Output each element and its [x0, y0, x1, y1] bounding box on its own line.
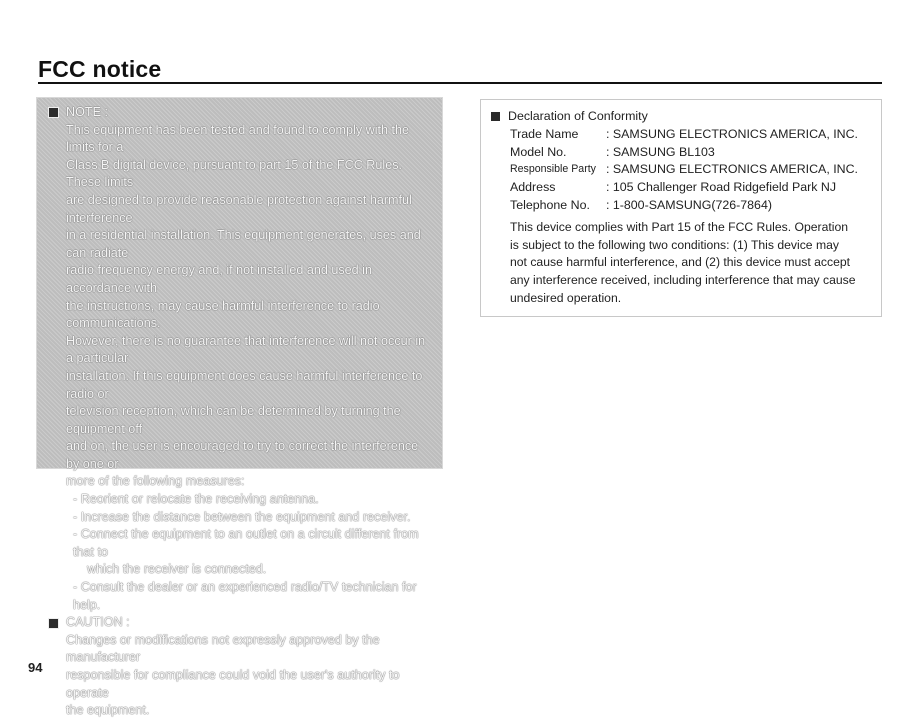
declaration-heading-row [491, 108, 869, 126]
declaration-value: : 105 Challenger Road Ridgefield Park NJ [606, 180, 837, 195]
declaration-row [510, 197, 869, 215]
measure-item: - Connect the equipment to an outlet on a circuit different from that to [73, 527, 419, 559]
statement-line: undesired operation. [510, 290, 622, 305]
declaration-label: Model No. [510, 144, 567, 159]
declaration-value: : SAMSUNG BL103 [606, 144, 715, 159]
square-bullet-icon [49, 108, 58, 117]
declaration-value: : SAMSUNG ELECTRONICS AMERICA, INC. [606, 162, 858, 177]
declaration-label: Trade Name [510, 126, 579, 141]
measure-item-continuation: which the receiver is connected. [87, 562, 267, 577]
declaration-row [510, 161, 869, 179]
note-line: in a residential installation. This equipment generates, uses and can radiate [66, 228, 421, 260]
measure-item: - Reorient or relocate the receiving antenna. [73, 492, 319, 507]
measure-item: - Increase the distance between the equipment and receiver. [73, 509, 411, 524]
note-heading: NOTE : [66, 105, 108, 119]
caution-line: the equipment. [66, 703, 150, 718]
caution-heading: CAUTION : [66, 615, 130, 630]
note-caution-panel [36, 97, 443, 718]
note-heading-row [49, 104, 428, 122]
note-line: However, there is no guarantee that interference will not occur in a particular [66, 333, 426, 366]
caution-heading-row [49, 614, 428, 632]
note-line: installation. If this equipment does cause harmful interference to radio or [66, 368, 423, 401]
caution-line: responsible for compliance could void the user's authority to operate [66, 668, 400, 700]
measures-list [49, 491, 428, 614]
title-rule [38, 82, 882, 84]
statement-line: is subject to the following two conditions: (1) This device may [510, 237, 839, 252]
fcc-statement [510, 219, 869, 308]
caution-line: Changes or modifications not expressly approved by the manufacturer [66, 632, 380, 665]
declaration-row [510, 126, 869, 144]
declaration-label: Telephone No. [510, 197, 590, 212]
declaration-label: Address [510, 180, 556, 195]
note-line: This equipment has been tested and found to comply with the limits for a [66, 122, 410, 155]
square-bullet-icon [491, 112, 500, 121]
note-line: are designed to provide reasonable protection against harmful interference [66, 192, 412, 225]
note-line: radio frequency energy and, if not installed and used in accordance with [66, 263, 372, 295]
page-number: 94 [28, 660, 43, 675]
statement-line: This device complies with Part 15 of the FCC Rules. Operation [510, 219, 849, 234]
declaration-panel [480, 99, 882, 317]
declaration-label: Responsible Party [510, 163, 596, 176]
note-line: and on, the user is encouraged to try to correct the interference by one or [66, 439, 419, 471]
declaration-value: : 1-800-SAMSUNG(726-7864) [606, 197, 772, 212]
note-line: the instructions, may cause harmful interference to radio communications. [66, 298, 380, 331]
note-line: more of the following measures: [66, 474, 245, 489]
declaration-value: : SAMSUNG ELECTRONICS AMERICA, INC. [606, 126, 858, 141]
note-line: Class B digital device, pursuant to part 15 of the FCC Rules. These limits [66, 157, 402, 190]
declaration-row [510, 144, 869, 162]
square-bullet-icon [49, 619, 58, 628]
caution-paragraph [66, 632, 428, 720]
note-line: television reception, which can be determined by turning the equipment off [66, 404, 401, 436]
note-paragraph [66, 122, 428, 491]
statement-line: not cause harmful interference, and (2) this device must accept [510, 255, 851, 270]
measure-item: - Consult the dealer or an experienced radio/TV technician for help. [73, 580, 417, 612]
declaration-row [510, 179, 869, 197]
declaration-heading: Declaration of Conformity [508, 109, 648, 123]
page-title: FCC notice [38, 56, 162, 82]
statement-line: any interference received, including interference that may cause [510, 273, 856, 288]
